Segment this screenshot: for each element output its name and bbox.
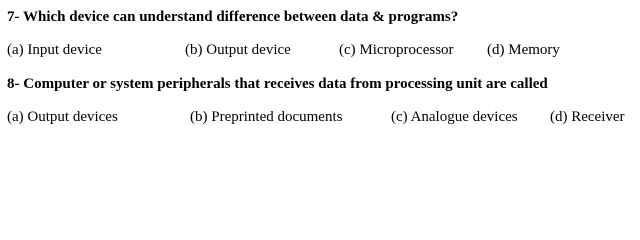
question-8-option-b: (b) Preprinted documents xyxy=(190,109,343,125)
question-7-option-c: (c) Microprocessor xyxy=(339,42,454,58)
question-8-option-d: (d) Receiver xyxy=(550,109,625,125)
question-7-option-d: (d) Memory xyxy=(487,42,560,58)
question-8-option-c: (c) Analogue devices xyxy=(391,109,518,125)
question-8-option-a: (a) Output devices xyxy=(7,109,118,125)
question-7-option-a: (a) Input device xyxy=(7,42,102,58)
question-7-text: 7- Which device can understand difference between data & programs? xyxy=(7,9,459,25)
question-8-text: 8- Computer or system peripherals that receives data from processing unit are called xyxy=(7,76,548,92)
question-7-option-b: (b) Output device xyxy=(185,42,291,58)
